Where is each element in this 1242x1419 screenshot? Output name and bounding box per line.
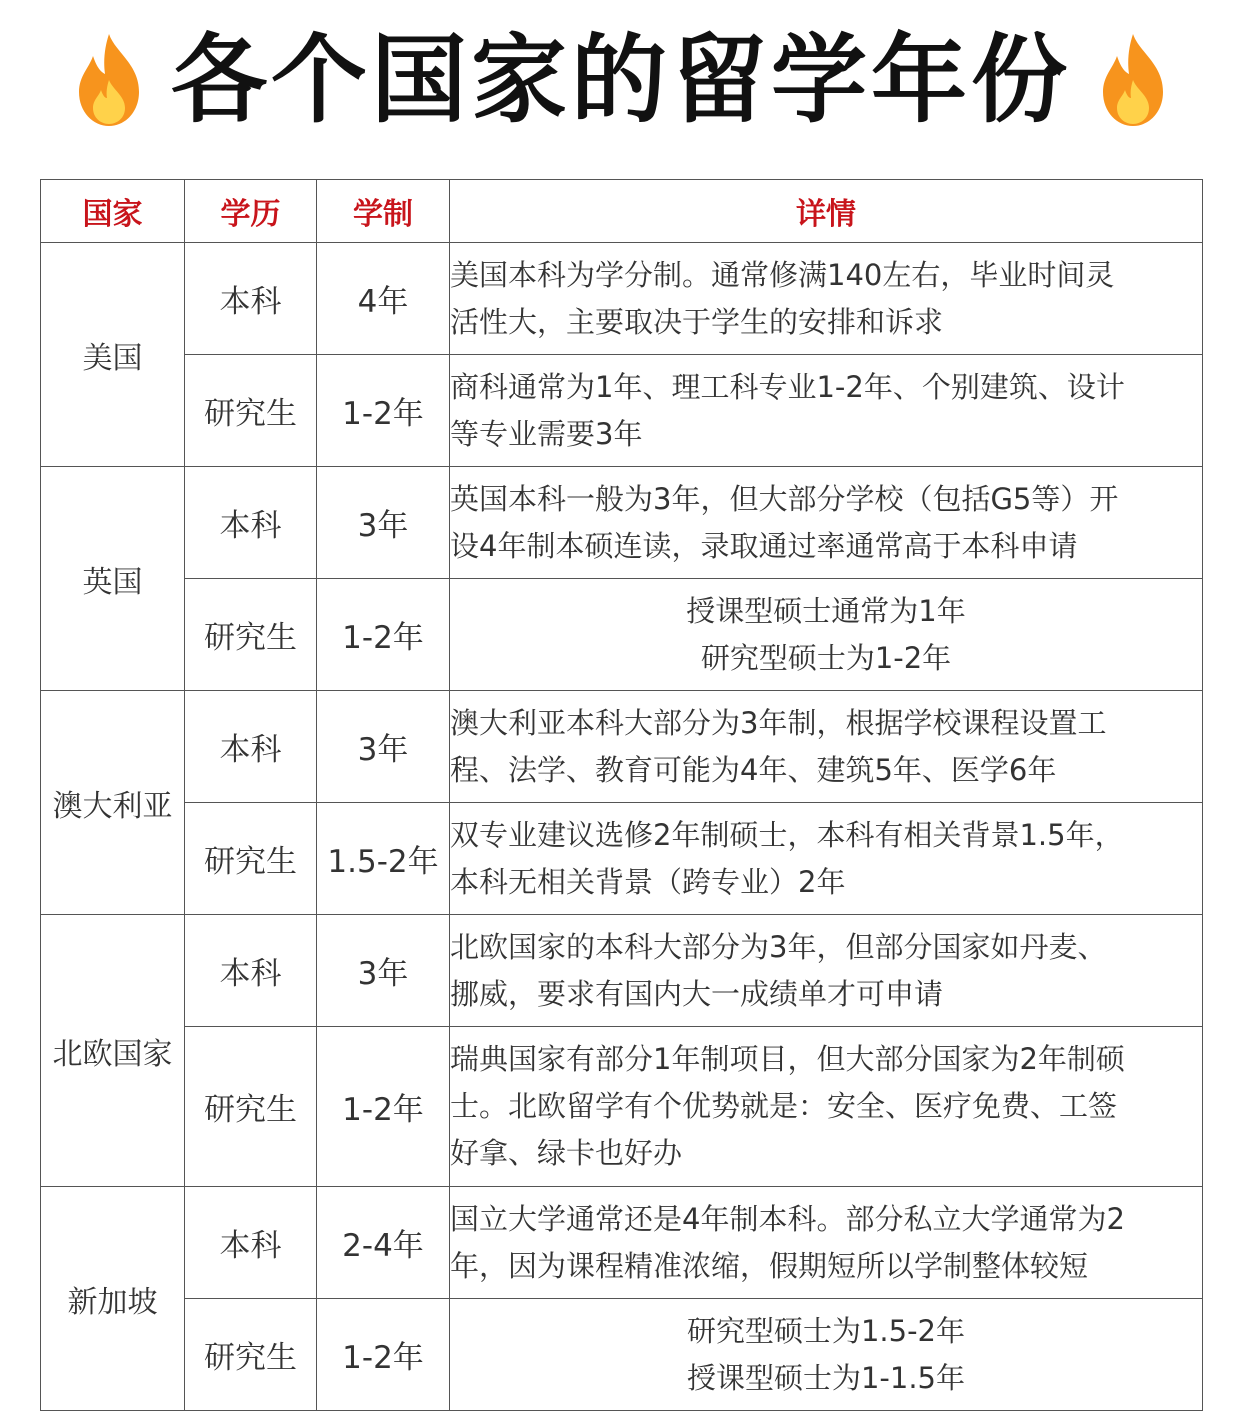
detail-cell [450,467,1203,579]
years-cell: 3年 [317,691,450,803]
detail-line: 等专业需要3年 [450,416,643,451]
table-row [41,803,1203,915]
table-row [41,1027,1203,1187]
years-cell: 1-2年 [317,1299,450,1411]
header-level: 学历 [185,180,317,243]
level-cell: 本科 [185,691,317,803]
country-cell: 新加坡 [41,1187,185,1411]
country-cell: 澳大利亚 [41,691,185,915]
detail-line: 双专业建议选修2年制硕士，本科有相关背景1.5年， [450,817,1124,852]
study-duration-table [40,179,1203,1411]
detail-line: 北欧国家的本科大部分为3年，但部分国家如丹麦、 [450,929,1107,964]
detail-cell [450,243,1203,355]
detail-line: 活性大，主要取决于学生的安排和诉求 [450,304,944,339]
level-cell: 研究生 [185,1027,317,1187]
detail-line: 研究型硕士为1.5-2年 [686,1313,966,1348]
years-cell: 1-2年 [317,1027,450,1187]
detail-line: 年，因为课程精准浓缩，假期短所以学制整体较短 [450,1248,1089,1283]
detail-line: 澳大利亚本科大部分为3年制，根据学校课程设置工 [450,705,1107,740]
table-row [41,915,1203,1027]
header-detail: 详情 [450,180,1203,243]
level-cell: 研究生 [185,1299,317,1411]
title-bar [0,0,1242,160]
years-cell: 2-4年 [317,1187,450,1299]
table-row [41,579,1203,691]
table-row [41,691,1203,803]
years-cell: 3年 [317,467,450,579]
level-cell: 研究生 [185,579,317,691]
table-row [41,467,1203,579]
detail-cell [450,1299,1203,1411]
years-cell: 1-2年 [317,579,450,691]
table-row [41,1187,1203,1299]
detail-cell [450,355,1203,467]
detail-cell [450,691,1203,803]
detail-line: 授课型硕士通常为1年 [686,593,966,628]
country-cell: 英国 [41,467,185,691]
level-cell: 本科 [185,915,317,1027]
table-row [41,243,1203,355]
level-cell: 本科 [185,467,317,579]
detail-cell [450,1027,1203,1187]
table-row [41,1299,1203,1411]
page-title: 各个国家的留学年份 [171,24,1071,136]
detail-line: 士。北欧留学有个优势就是：安全、医疗免费、工签 [450,1089,1118,1123]
detail-line: 程、法学、教育可能为4年、建筑5年、医学6年 [450,752,1057,787]
years-cell: 1-2年 [317,355,450,467]
years-cell: 4年 [317,243,450,355]
table-row [41,355,1203,467]
detail-line: 英国本科一般为3年，但大部分学校（包括G5等）开 [450,481,1119,516]
fire-icon [1093,30,1173,130]
years-cell: 3年 [317,915,450,1027]
table-header-row [41,180,1203,243]
detail-line: 瑞典国家有部分1年制项目，但大部分国家为2年制硕 [450,1042,1125,1076]
detail-line: 设4年制本硕连读，录取通过率通常高于本科申请 [450,528,1078,563]
years-cell: 1.5-2年 [317,803,450,915]
detail-cell [450,1187,1203,1299]
detail-cell [450,803,1203,915]
level-cell: 本科 [185,1187,317,1299]
detail-line: 研究型硕士为1-2年 [700,640,952,675]
detail-line: 商科通常为1年、理工科专业1-2年、个别建筑、设计 [450,369,1125,404]
detail-cell [450,915,1203,1027]
level-cell: 研究生 [185,803,317,915]
country-cell: 北欧国家 [41,915,185,1187]
detail-cell [450,579,1203,691]
detail-line: 美国本科为学分制。通常修满140左右，毕业时间灵 [450,257,1115,292]
detail-line: 授课型硕士为1-1.5年 [686,1360,966,1395]
country-cell: 美国 [41,243,185,467]
header-country: 国家 [41,180,185,243]
header-years: 学制 [317,180,450,243]
fire-icon [69,30,149,130]
level-cell: 本科 [185,243,317,355]
detail-line: 好拿、绿卡也好办 [450,1136,683,1170]
detail-line: 挪威，要求有国内大一成绩单才可申请 [450,976,944,1011]
level-cell: 研究生 [185,355,317,467]
detail-line: 国立大学通常还是4年制本科。部分私立大学通常为2 [450,1201,1125,1236]
detail-line: 本科无相关背景（跨专业）2年 [450,864,846,899]
